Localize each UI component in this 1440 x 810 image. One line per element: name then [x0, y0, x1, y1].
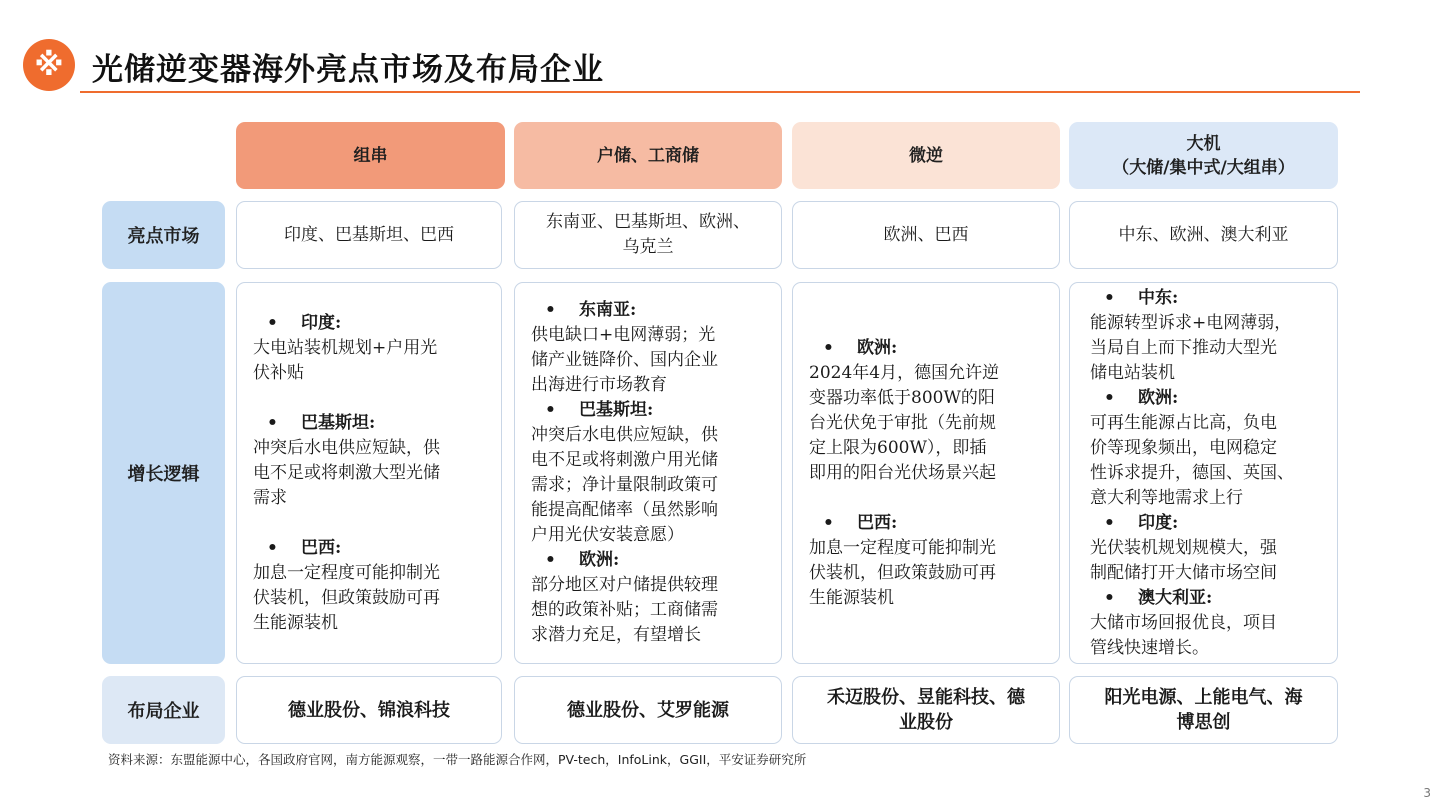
- logic-bullet-line: 能源转型诉求+电网薄弱，: [1090, 312, 1292, 333]
- logic-bullet-line: 定上限为600W），即插: [809, 437, 987, 458]
- logic-bullet-line: 意大利等地需求上行: [1090, 487, 1243, 508]
- logic-bullet-line: 制配储打开大储市场空间: [1090, 562, 1277, 583]
- logic-bullet-line: 可再生能源占比高，负电: [1090, 412, 1277, 433]
- logic-bullet-line: 部分地区对户储提供较理: [531, 575, 718, 595]
- logic-bullet-line: 储电站装机: [1090, 362, 1175, 383]
- logic-bullet-line: 电不足或将刺激户用光储: [531, 450, 718, 470]
- companies-text: 阳光电源、上能电气、海: [1104, 687, 1303, 708]
- markets-text: 中东、欧洲、澳大利亚: [1118, 224, 1289, 245]
- logic-bullet-line: 冲突后水电供应短缺，供: [531, 425, 718, 445]
- logic-bullet-line: 价等现象频出，电网稳定: [1090, 437, 1277, 458]
- logic-bullet-line: 变器功率低于800W的阳: [809, 387, 995, 408]
- markets-cell-storage: [514, 201, 782, 269]
- companies-text: 德业股份、艾罗能源: [567, 699, 729, 721]
- logic-bullet-title: • 巴基斯坦:: [545, 400, 654, 420]
- logic-bullet-title: • 澳大利亚:: [1104, 587, 1213, 608]
- logic-cell-storage: [514, 282, 782, 664]
- row-label-text: 增长逻辑: [127, 464, 200, 485]
- column-header-label: 微逆: [909, 145, 943, 166]
- logic-bullet-line: 需求: [253, 487, 287, 508]
- row-label-text: 亮点市场: [127, 226, 200, 247]
- column-header-label: 大机: [1186, 133, 1221, 154]
- logic-bullet-line: 光伏装机规划规模大，强: [1090, 537, 1277, 558]
- logic-bullet-line: 性诉求提升，德国、英国、: [1090, 462, 1294, 483]
- logic-bullet-line: 台光伏免于审批（先前规: [809, 412, 996, 433]
- companies-cell-central: [1069, 676, 1338, 744]
- column-header-string-inverter: [236, 122, 505, 189]
- column-header-label: 户储、工商储: [597, 145, 699, 166]
- page-number: 3: [1423, 786, 1431, 800]
- logic-bullet-line: 户用光伏安装意愿）: [531, 525, 684, 545]
- logic-bullet-line: 加息一定程度可能抑制光: [809, 537, 996, 558]
- logic-bullet-line: 冲突后水电供应短缺，供: [253, 437, 440, 458]
- column-header-central-inverter: [1069, 122, 1338, 189]
- logic-bullet-line: 想的政策补贴；工商储需: [531, 600, 718, 620]
- logic-bullet-line: 伏补贴: [253, 362, 304, 383]
- logic-bullet-line: 伏装机，但政策鼓励可再: [809, 562, 996, 583]
- logic-bullet-line: 大储市场回报优良，项目: [1090, 612, 1277, 633]
- page-title: 光储逆变器海外亮点市场及布局企业: [92, 52, 604, 88]
- companies-text: 业股份: [899, 712, 953, 733]
- logic-bullet-line: 伏装机，但政策鼓励可再: [253, 587, 440, 608]
- companies-text: 德业股份、锦浪科技: [288, 699, 450, 721]
- companies-text: 博思创: [1176, 712, 1231, 733]
- logic-bullet-title: • 中东:: [1104, 287, 1179, 308]
- logic-bullet-line: 生能源装机: [253, 612, 338, 633]
- logic-bullet-line: 供电缺口+电网薄弱；光: [531, 325, 716, 345]
- logic-bullet-title: • 欧洲:: [545, 550, 620, 570]
- logic-bullet-title: • 印度:: [1104, 512, 1179, 533]
- logic-bullet-line: 管线快速增长。: [1090, 637, 1209, 658]
- markets-text: 欧洲、巴西: [883, 224, 969, 245]
- logic-bullet-line: 电不足或将刺激大型光储: [253, 462, 440, 483]
- column-header-storage-inverter: [514, 122, 782, 189]
- logic-bullet-line: 加息一定程度可能抑制光: [253, 562, 440, 583]
- logic-bullet-title: • 巴西:: [823, 512, 898, 533]
- row-label-markets: [102, 201, 225, 269]
- logic-bullet-line: 即用的阳台光伏场景兴起: [809, 462, 996, 483]
- companies-text: 禾迈股份、昱能科技、德: [827, 687, 1025, 708]
- logic-bullet-title: • 欧洲:: [823, 337, 898, 358]
- logic-bullet-line: 储产业链降价、国内企业: [531, 350, 718, 370]
- source-note: 资料来源：东盟能源中心，各国政府官网，南方能源观察，一带一路能源合作网，PV-tech，InfoLink，GGII，平安证券研究所: [108, 752, 807, 767]
- title-bullet-icon: ※: [23, 39, 75, 91]
- markets-text: 乌克兰: [622, 237, 674, 257]
- column-header-sublabel: （大储/集中式/大组串）: [1112, 157, 1295, 178]
- logic-bullet-line: 求潜力充足，有望增长: [531, 625, 701, 645]
- logic-bullet-line: 能提高配储率（虽然影响: [531, 500, 718, 520]
- companies-cell-string: [236, 676, 502, 744]
- logic-bullet-title: • 印度:: [267, 312, 342, 333]
- logic-bullet-title: • 巴西:: [267, 537, 342, 558]
- markets-cell-string: [236, 201, 502, 269]
- logic-cell-micro: [792, 282, 1060, 664]
- logic-bullet-line: 当局自上而下推动大型光: [1090, 337, 1277, 358]
- markets-cell-central: [1069, 201, 1338, 269]
- markets-text: 东南亚、巴基斯坦、欧洲、: [546, 212, 750, 232]
- logic-bullet-title: • 巴基斯坦:: [267, 412, 376, 433]
- logic-cell-string: [236, 282, 502, 664]
- title-divider: [80, 91, 1360, 93]
- logic-bullet-line: 出海进行市场教育: [531, 375, 667, 395]
- row-label-companies: [102, 676, 225, 744]
- logic-bullet-line: 生能源装机: [809, 587, 894, 608]
- column-header-micro-inverter: [792, 122, 1060, 189]
- logic-bullet-line: 大电站装机规划+户用光: [253, 337, 438, 358]
- markets-text: 印度、巴基斯坦、巴西: [284, 224, 454, 245]
- row-label-text: 布局企业: [127, 701, 200, 722]
- logic-bullet-line: 2024年4月，德国允许逆: [809, 362, 1000, 383]
- logic-bullet-title: • 欧洲:: [1104, 387, 1179, 408]
- logic-bullet-line: 需求；净计量限制政策可: [531, 475, 718, 495]
- companies-cell-storage: [514, 676, 782, 744]
- markets-cell-micro: [792, 201, 1060, 269]
- companies-cell-micro: [792, 676, 1060, 744]
- logic-cell-central: [1069, 282, 1338, 664]
- logic-bullet-title: • 东南亚:: [545, 300, 637, 320]
- column-header-label: 组串: [353, 145, 388, 166]
- row-label-logic: [102, 282, 225, 664]
